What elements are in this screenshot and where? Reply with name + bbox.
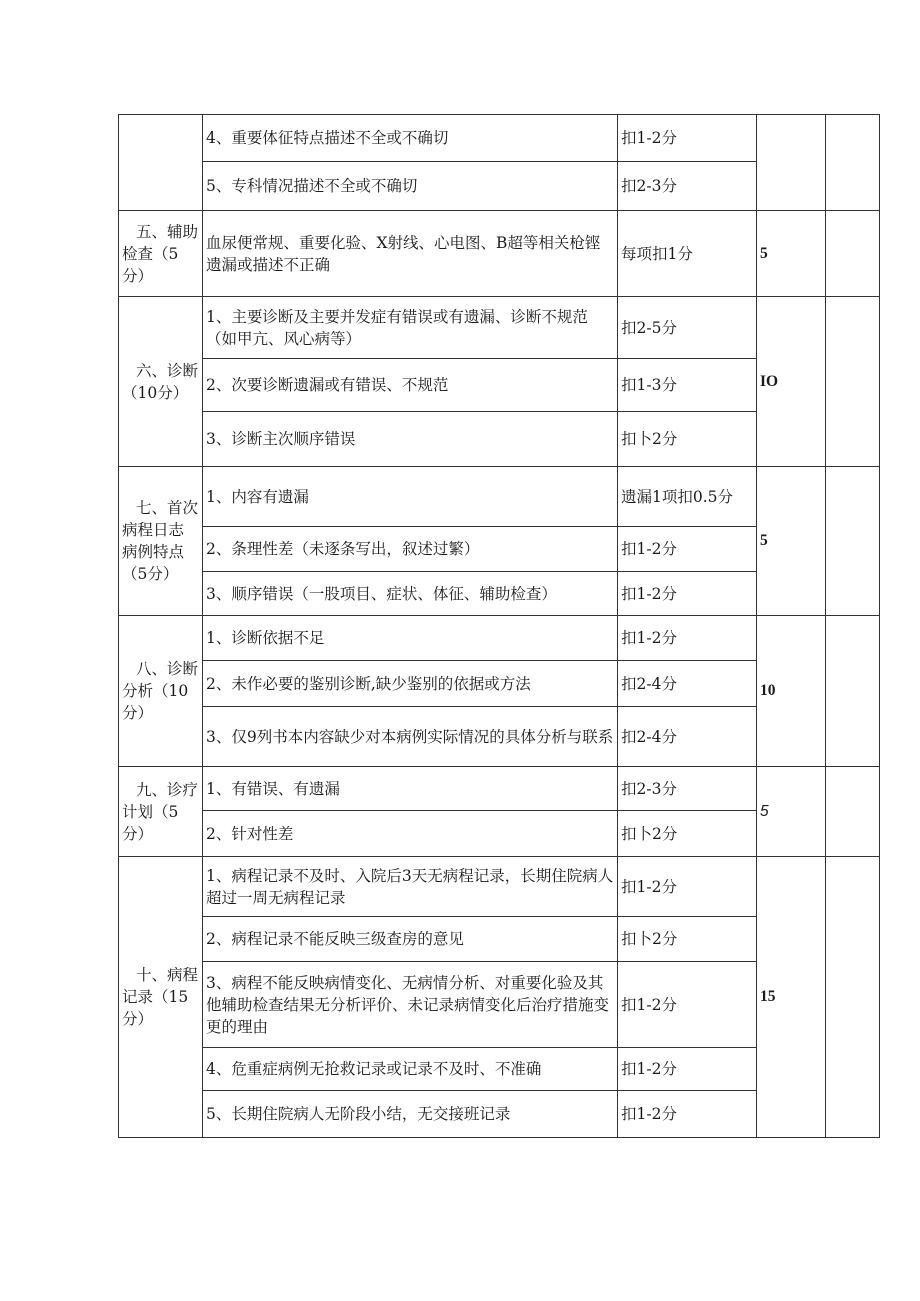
deduction-text: 扣1-2分 [618,857,757,917]
category-cell: 八、诊断分析（10分） [119,616,203,767]
deduction-text: 扣1-2分 [618,616,757,661]
blank-cell [826,467,880,616]
category-cell: 七、首次病程日志病例特点（5分） [119,467,203,616]
item-text: 1、主要诊断及主要并发症有错误或有遗漏、诊断不规范（如甲亢、风心病等） [203,297,618,359]
item-text: 1、有错误、有遗漏 [203,767,618,811]
table-row [119,857,880,917]
item-text: 2、病程记录不能反映三级查房的意见 [203,917,618,962]
item-text: 5、专科情况描述不全或不确切 [203,162,618,211]
deduction-text: 扣1-2分 [618,572,757,616]
item-text: 2、未作必要的鉴别诊断,缺少鉴别的依据或方法 [203,661,618,707]
score-cell: IO [757,297,826,467]
item-text: 1、病程记录不及时、入院后3天无病程记录，长期住院病人超过一周无病程记录 [203,857,618,917]
deduction-text: 扣卜2分 [618,811,757,857]
blank-cell [826,857,880,1138]
deduction-text: 扣2-3分 [618,162,757,211]
item-text: 3、顺序错误（一股项目、症状、体征、辅助检查） [203,572,618,616]
item-text: 3、仅9列书本内容缺少对本病例实际情况的具体分析与联系 [203,707,618,767]
table-row [119,467,880,527]
deduction-text: 扣卜2分 [618,917,757,962]
deduction-text: 扣2-5分 [618,297,757,359]
deduction-text: 扣2-4分 [618,661,757,707]
scoring-table [118,114,880,1138]
item-text: 3、病程不能反映病情变化、无病情分析、对重要化验及其他辅助检查结果无分析评价、未记录病情变化后治疗措施变更的理由 [203,962,618,1048]
item-text: 2、条理性差（未逐条写出，叙述过繁） [203,527,618,572]
deduction-text: 扣1-2分 [618,962,757,1048]
deduction-text: 扣2-4分 [618,707,757,767]
item-text: 3、诊断主次顺序错误 [203,412,618,467]
blank-cell [826,297,880,467]
table-row [119,115,880,162]
item-text: 1、内容有遗漏 [203,467,618,527]
deduction-text: 遗漏1项扣0.5分 [618,467,757,527]
category-cell: 五、辅助检查（5分） [119,211,203,297]
deduction-text: 扣1-2分 [618,1091,757,1138]
item-text: 4、重要体征特点描述不全或不确切 [203,115,618,162]
deduction-text: 扣1-2分 [618,115,757,162]
blank-cell [826,211,880,297]
item-text: 5、长期住院病人无阶段小结，无交接班记录 [203,1091,618,1138]
score-cell: 10 [757,616,826,767]
table-row [119,211,880,297]
item-text: 1、诊断依据不足 [203,616,618,661]
score-cell: 5 [757,467,826,616]
deduction-text: 每项扣1分 [618,211,757,297]
blank-cell [826,616,880,767]
score-cell: 15 [757,857,826,1138]
table-row [119,616,880,661]
score-cell [757,115,826,211]
deduction-text: 扣卜2分 [618,412,757,467]
score-cell: 5 [757,767,826,857]
item-text: 血尿便常规、重要化验、X射线、心电图、B超等相关枪铿遗漏或描述不正确 [203,211,618,297]
deduction-text: 扣1-3分 [618,359,757,412]
item-text: 2、针对性差 [203,811,618,857]
blank-cell [826,115,880,211]
category-cell [119,115,203,211]
table-row [119,297,880,359]
deduction-text: 扣2-3分 [618,767,757,811]
item-text: 2、次要诊断遗漏或有错误、不规范 [203,359,618,412]
item-text: 4、危重症病例无抢救记录或记录不及时、不准确 [203,1048,618,1091]
category-cell: 九、诊疗计划（5分） [119,767,203,857]
score-cell: 5 [757,211,826,297]
category-cell: 六、诊断（10分） [119,297,203,467]
category-cell: 十、病程记录（15分） [119,857,203,1138]
deduction-text: 扣1-2分 [618,1048,757,1091]
deduction-text: 扣1-2分 [618,527,757,572]
blank-cell [826,767,880,857]
table-row [119,767,880,811]
